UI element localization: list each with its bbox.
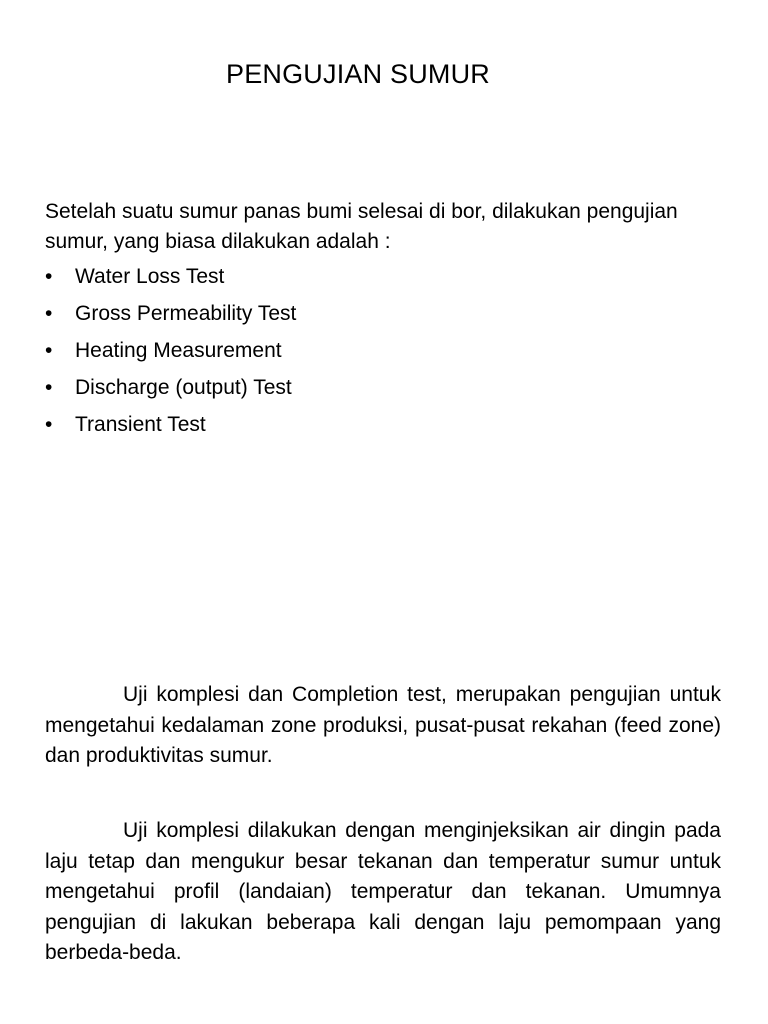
slide-title: PENGUJIAN SUMUR [225, 59, 491, 89]
bullet-icon: • [45, 413, 53, 436]
bullet-icon: • [45, 302, 53, 325]
list-item-label: Discharge (output) Test [75, 376, 292, 399]
list-item [45, 373, 296, 410]
bullet-icon: • [45, 376, 53, 399]
list-item-label: Water Loss Test [75, 265, 225, 288]
list-item [45, 336, 296, 373]
list-item-label: Heating Measurement [75, 339, 282, 362]
injection-paragraph: Uji komplesi dilakukan dengan menginjeksikan air dingin pada laju tetap dan mengukur besar tekanan dan temperatur sumur untuk mengetahui profil (landaian) temperatur dan tekanan. Umumnya pengujian di lakukan beberapa kali dengan laju pemompaan yang berbeda-beda. [45, 819, 721, 964]
list-item [45, 410, 296, 447]
list-item [45, 299, 296, 336]
list-item-label: Gross Permeability Test [75, 302, 297, 325]
bullet-icon: • [45, 265, 53, 288]
list-item [45, 262, 296, 299]
bullet-icon: • [45, 339, 53, 362]
test-list [45, 262, 296, 447]
completion-test-paragraph: Uji komplesi dan Completion test, merupakan pengujian untuk mengetahui kedalaman zone produksi, pusat-pusat rekahan (feed zone) dan produktivitas sumur. [45, 683, 721, 767]
intro-text: Setelah suatu sumur panas bumi selesai di bor, dilakukan pengujian sumur, yang biasa dilakukan adalah : [45, 200, 678, 253]
list-item-label: Transient Test [75, 413, 206, 436]
